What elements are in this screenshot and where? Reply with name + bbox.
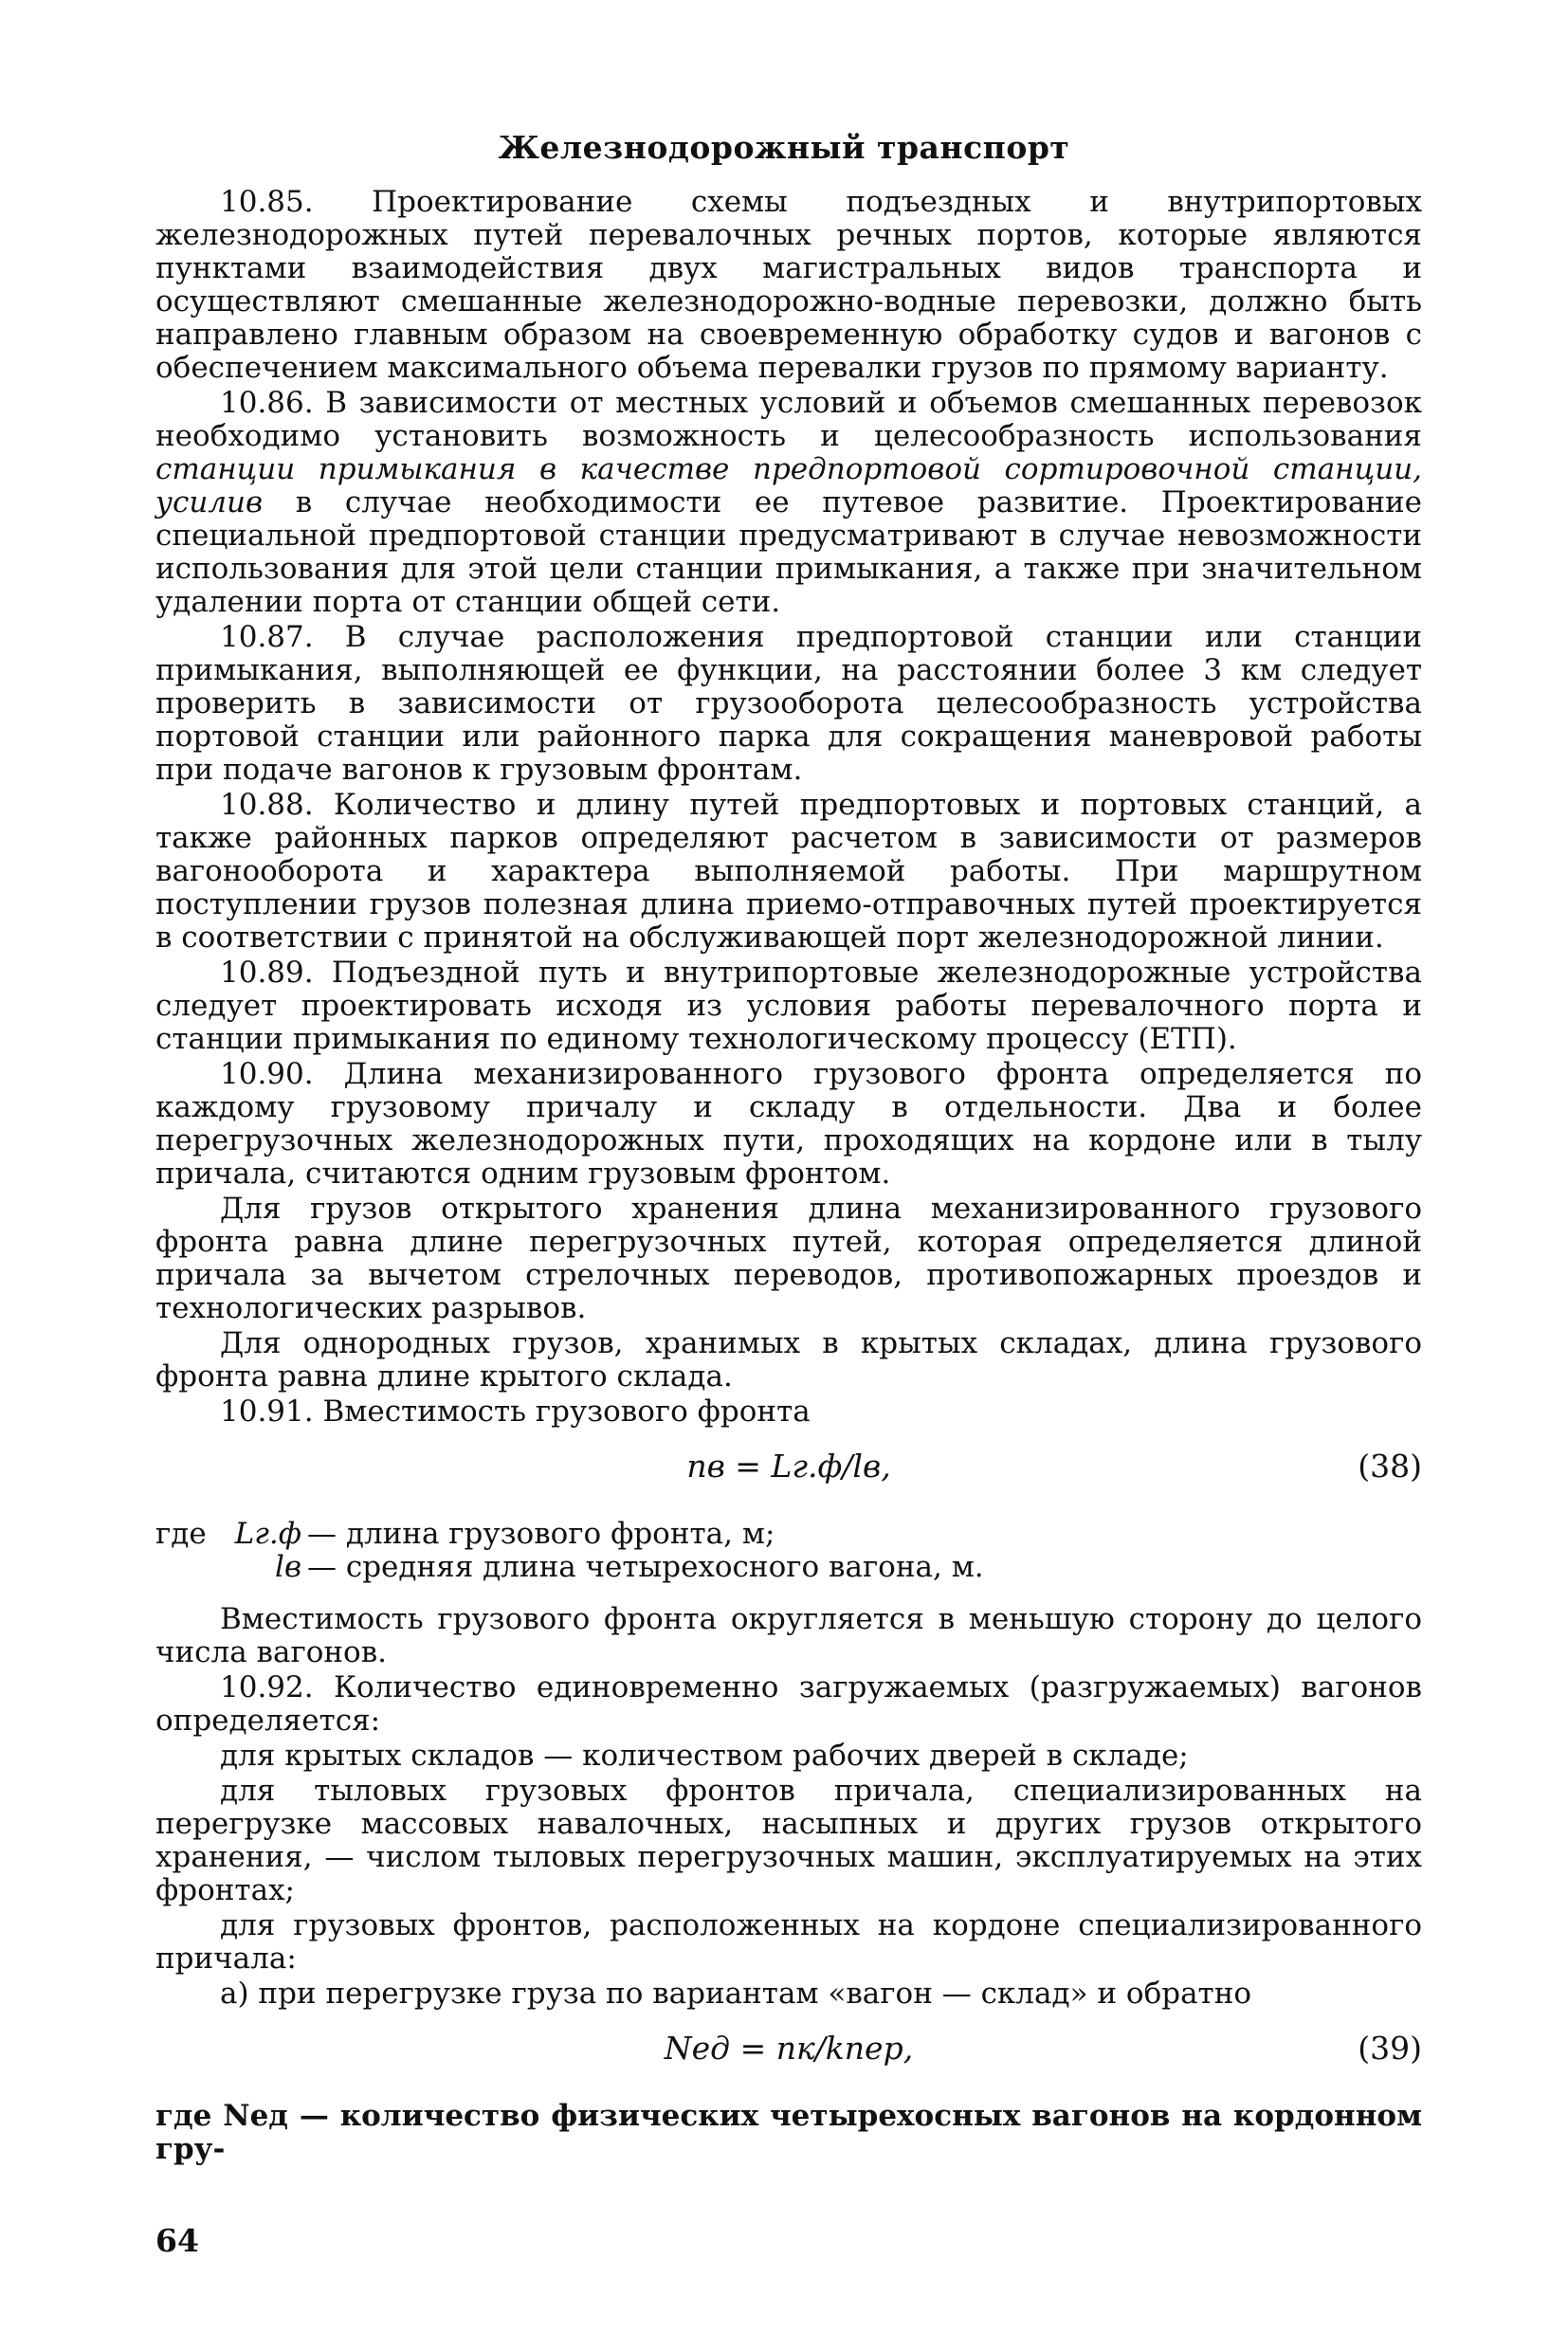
list-item-covered-warehouses: для крытых складов — количеством рабочих дверей в складе; — [220, 1739, 1189, 1773]
paragraph-10-86-text-b: в случае необходимости ее путевое развитие. Проектирование специальной предпортовой станции предусматривают в случае невозможности использования для этой цели станции примыкания, а также при значительном удалении порта от станции общей сети. — [155, 485, 1422, 619]
list-item-rear-fronts: для тыловых грузовых фронтов причала, специализированных на перегрузке массовых навалочных, насыпных и других грузов открытого хранения, — числом тыловых перегрузочных машин, эксплуатируемых на этих фронтах; — [155, 1774, 1422, 1907]
legend-symbol: Lг.ф — [234, 1517, 301, 1551]
paragraph-last-line: где Nед — количество физических четырехосных вагонов на кордонном гру- — [155, 2099, 1422, 2166]
paragraph-rounding: Вместимость грузового фронта округляется в меньшую сторону до целого числа вагонов. — [155, 1602, 1422, 1669]
paragraph-10-92: 10.92. Количество единовременно загружаемых (разгружаемых) вагонов определяется: — [155, 1670, 1422, 1738]
section-heading: Железнодорожный транспорт — [498, 129, 1070, 166]
paragraph-10-88: 10.88. Количество и длину путей предпортовых и портовых станций, а также районных парков определяют расчетом в зависимости от размеров вагонооборота и характера выполняемой работы. При маршрутном поступлении грузов полезная длина приемо-отправочных путей проектируется в соответствии с принятой на обслуживающей порт железнодорожной линии. — [155, 788, 1422, 955]
formula-39-number: (39) — [1358, 2030, 1422, 2067]
formula-39 — [155, 2020, 1422, 2087]
paragraph-covered-storage: Для однородных грузов, хранимых в крытых складах, длина грузового фронта равна длине крытого склада. — [155, 1326, 1422, 1394]
formula-38-expression: nв = Lг.ф/lв, — [686, 1448, 891, 1485]
paragraph-open-storage: Для грузов открытого хранения длина механизированного грузового фронта равна длине перегрузочных путей, которая определяется длиной причала за вычетом стрелочных переводов, противопожарных проездов и технологических разрывов. — [155, 1192, 1422, 1325]
document-body — [155, 186, 1422, 2166]
formula-38 — [155, 1438, 1422, 1504]
paragraph-10-89: 10.89. Подъездной путь и внутрипортовые железнодорожные устройства следует проектировать исходя из условия работы перевалочного порта и станции примыкания по единому технологическому процессу (ЕТП). — [155, 956, 1422, 1056]
paragraph-10-86-italic: станции примыкания в качестве предпортовой сортировочной станции, усилив — [155, 452, 1422, 519]
legend-lead: где — [155, 1517, 207, 1551]
list-item-quay-fronts: для грузовых фронтов, расположенных на кордоне специализированного причала: — [155, 1908, 1422, 1976]
legend-row — [155, 1518, 1422, 1551]
legend-text: — средняя длина четырехосного вагона, м. — [307, 1550, 984, 1584]
formula-39-expression: Nед = nк/kпер, — [664, 2030, 914, 2067]
formula-38-legend — [155, 1518, 1422, 1584]
list-item-a: а) при перегрузке груза по вариантам «вагон — склад» и обратно — [220, 1977, 1252, 2011]
paragraph-10-86 — [155, 387, 1422, 619]
paragraph-10-90: 10.90. Длина механизированного грузового фронта определяется по каждому грузовому причалу и складу в отдельности. Два и более перегрузочных железнодорожных пути, проходящих на кордоне или в тылу причала, считаются одним грузовым фронтом. — [155, 1057, 1422, 1191]
paragraph-10-87: 10.87. В случае расположения предпортовой станции или станции примыкания, выполняющей ее функции, на расстоянии более 3 км следует проверить в зависимости от грузооборота целесообразность устройства портовой станции или районного парка для сокращения маневровой работы при подаче вагонов к грузовым фронтам. — [155, 620, 1422, 787]
paragraph-10-85: 10.85. Проектирование схемы подъездных и внутрипортовых железнодорожных путей перевалочных речных портов, которые являются пунктами взаимодействия двух магистральных видов транспорта и осуществляют смешанные железнодорожно-водные перевозки, должно быть направлено главным образом на своевременную обработку судов и вагонов с обеспечением максимального объема перевалки грузов по прямому варианту. — [155, 185, 1422, 385]
formula-38-number: (38) — [1358, 1448, 1422, 1485]
paragraph-10-91: 10.91. Вместимость грузового фронта — [220, 1394, 811, 1429]
legend-text: — длина грузового фронта, м; — [307, 1517, 775, 1551]
page-number: 64 — [155, 2222, 199, 2259]
legend-row — [155, 1551, 1422, 1584]
paragraph-10-86-text-a: 10.86. В зависимости от местных условий и объемов смешанных перевозок необходимо установить возможность и целесообразность использования — [155, 386, 1422, 453]
legend-symbol: lв — [275, 1550, 301, 1584]
